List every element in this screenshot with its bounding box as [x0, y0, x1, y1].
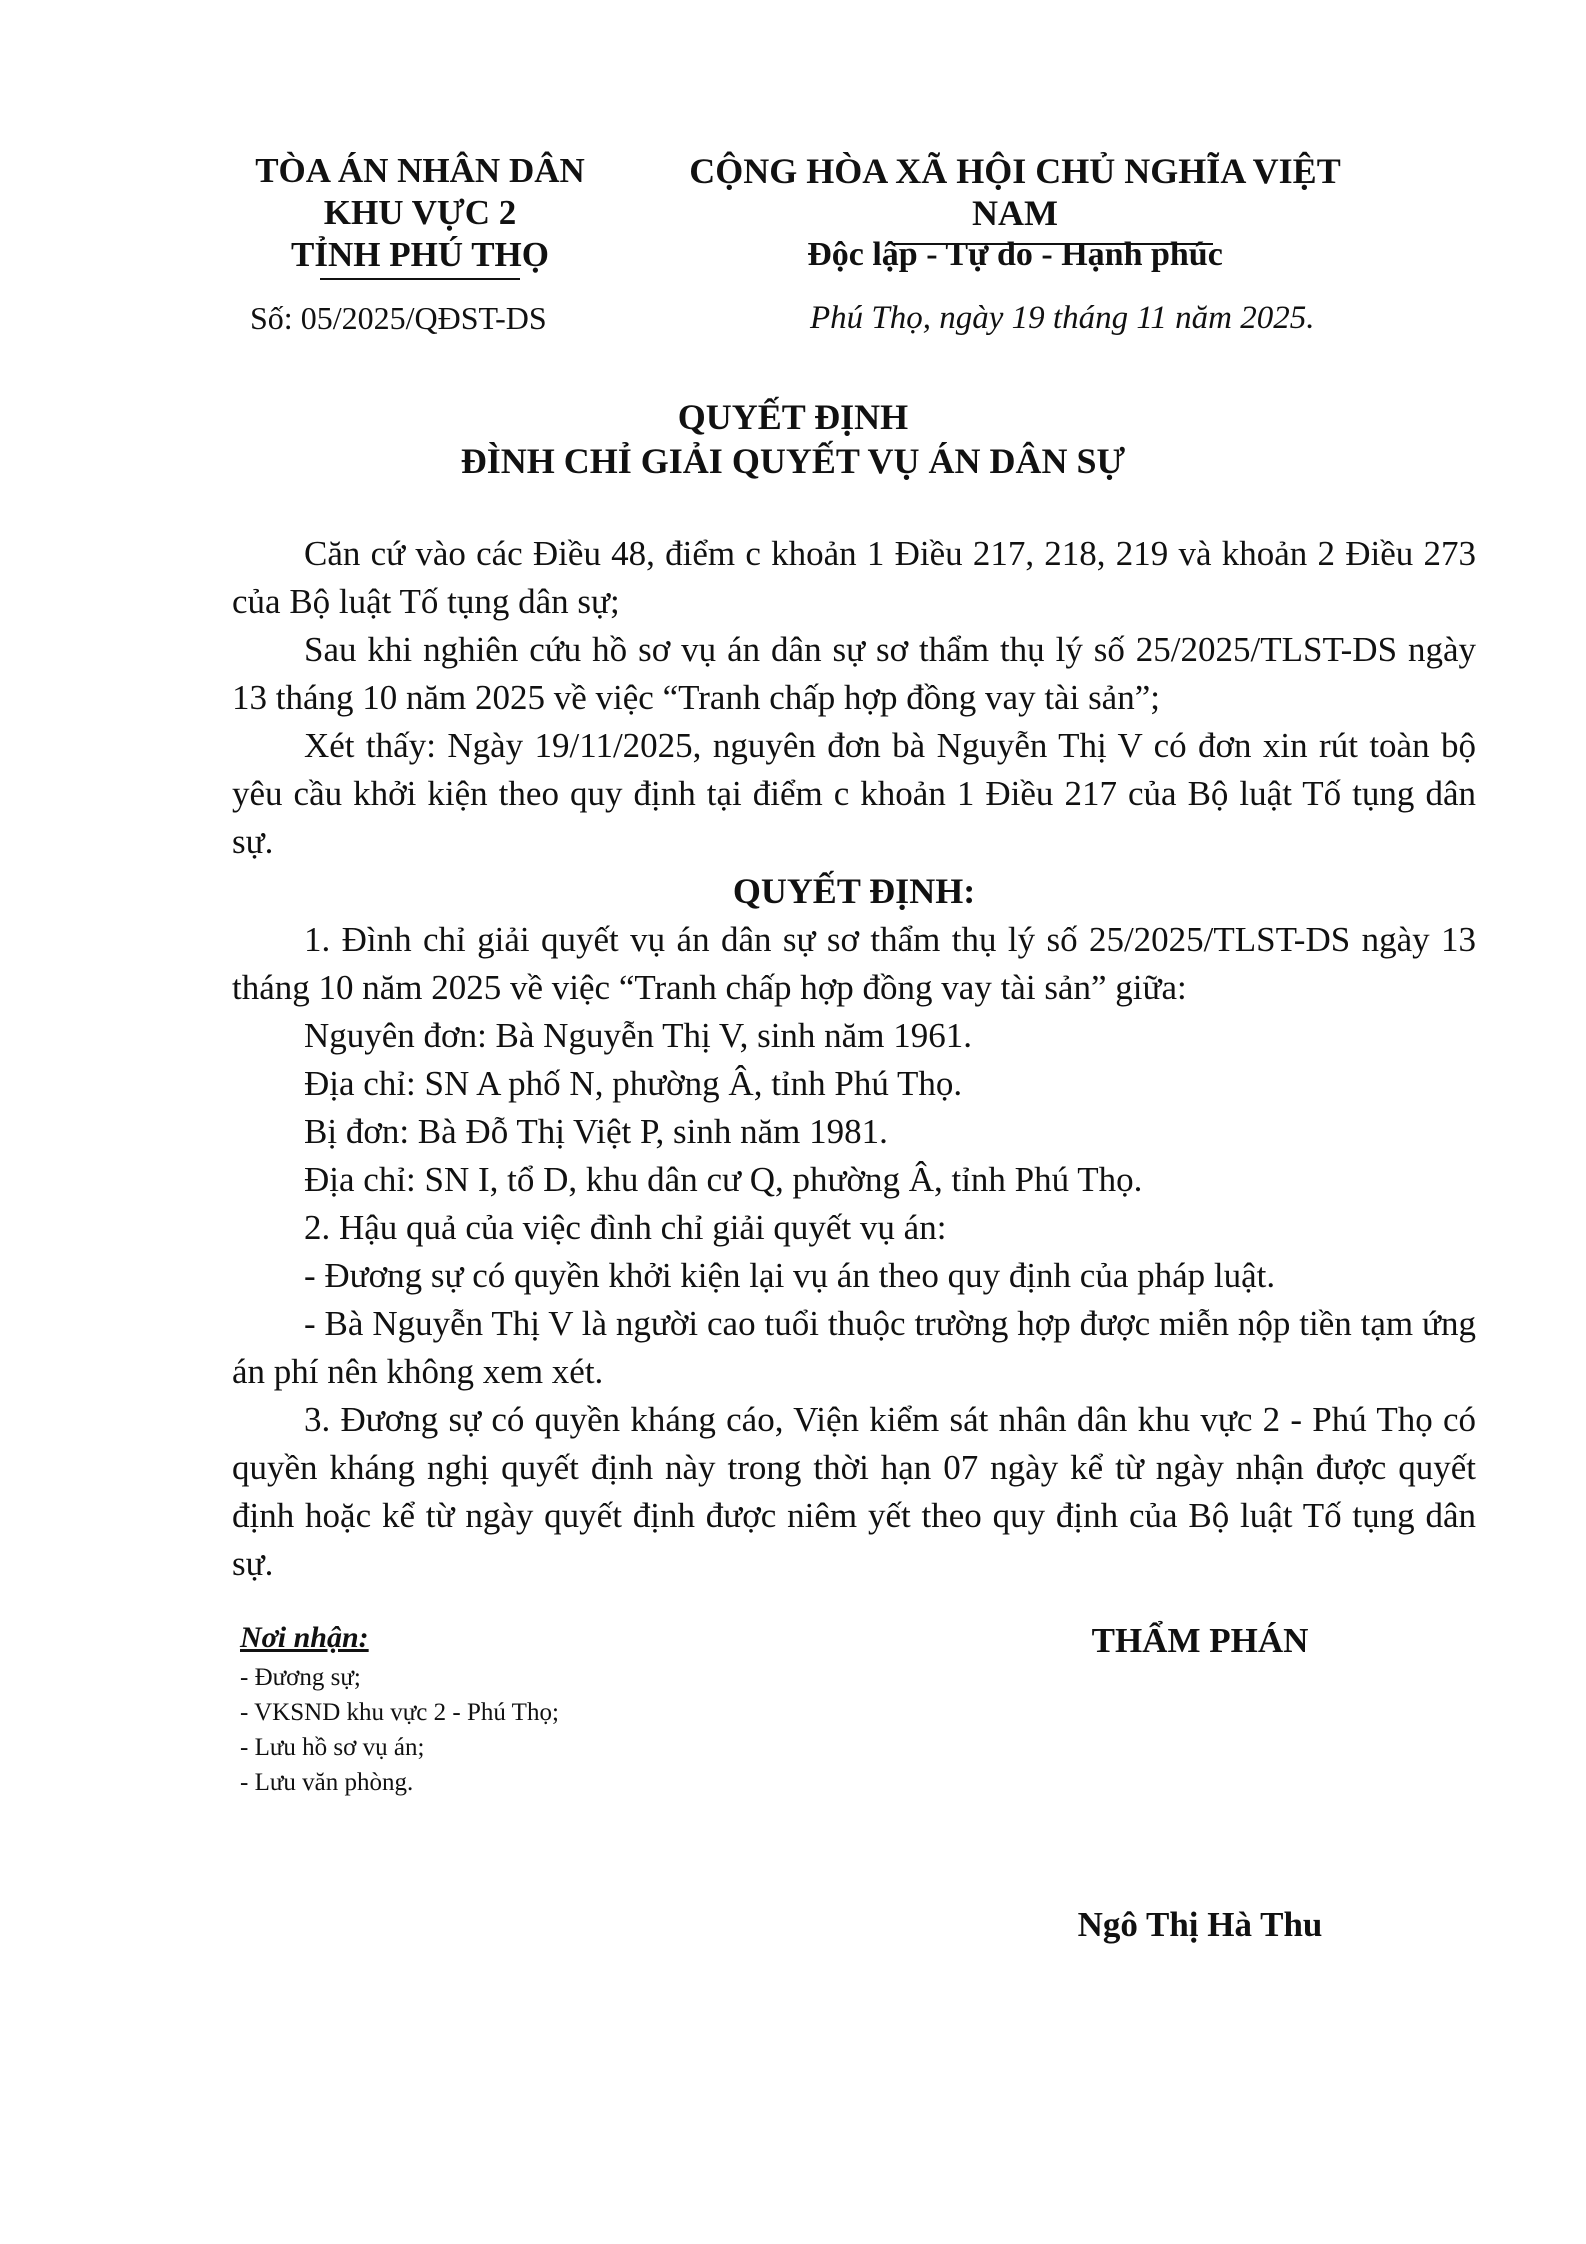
court-line-1: TÒA ÁN NHÂN DÂN [255, 151, 585, 190]
court-line-3: TỈNH PHÚ THỌ [290, 235, 549, 274]
signer-name: Ngô Thị Hà Thu [1077, 1905, 1323, 1944]
decision-paragraph: - Bà Nguyễn Thị V là người cao tuổi thuộc trường hợp được miễn nộp tiền tạm ứng án phí nên không xem xét. [232, 1304, 1476, 1391]
preamble-paragraph: Sau khi nghiên cứu hồ sơ vụ án dân sự sơ thẩm thụ lý số 25/2025/TLST-DS ngày 13 tháng 10 năm 2025 về việc “Tranh chấp hợp đồng vay tài sản”; [232, 630, 1476, 717]
country-name: CỘNG HÒA XÃ HỘI CHỦ NGHĨA VIỆT NAM [689, 151, 1341, 233]
national-heading [650, 150, 1380, 276]
decision-paragraph: Địa chỉ: SN I, tổ D, khu dân cư Q, phường Â, tỉnh Phú Thọ. [304, 1160, 1143, 1199]
document-body [232, 530, 1476, 1588]
signer-title: THẨM PHÁN [1091, 1621, 1309, 1660]
decision-paragraph: Địa chỉ: SN A phố N, phường Â, tỉnh Phú Thọ. [304, 1064, 963, 1103]
preamble-paragraph: Xét thấy: Ngày 19/11/2025, nguyên đơn bà Nguyễn Thị V có đơn xin rút toàn bộ yêu cầu khởi kiện theo quy định tại điểm c khoản 1 Điều 217 của Bộ luật Tố tụng dân sự. [232, 726, 1476, 861]
document-date: Phú Thọ, ngày 19 tháng 11 năm 2025. [810, 300, 1315, 336]
decision-paragraph: 3. Đương sự có quyền kháng cáo, Viện kiểm sát nhân dân khu vực 2 - Phú Thọ có quyền kháng nghị quyết định này trong thời hạn 07 ngày kể từ ngày nhận được quyết định hoặc kể từ ngày quyết định được niêm yết theo quy định của Bộ luật Tố tụng dân sự. [232, 1400, 1476, 1583]
recipient-item: - Đương sự; [240, 1664, 361, 1691]
document-subtitle: ĐÌNH CHỈ GIẢI QUYẾT VỤ ÁN DÂN SỰ [460, 441, 1126, 481]
decision-paragraph: Bị đơn: Bà Đỗ Thị Việt P, sinh năm 1981. [304, 1112, 888, 1151]
document-title: QUYẾT ĐỊNH [677, 397, 909, 437]
motto-underline [893, 243, 1213, 245]
recipients-list [240, 1660, 559, 1800]
decision-paragraph: Nguyên đơn: Bà Nguyễn Thị V, sinh năm 1961. [304, 1016, 972, 1055]
decision-paragraph: - Đương sự có quyền khởi kiện lại vụ án theo quy định của pháp luật. [304, 1256, 1276, 1295]
recipients-label: Nơi nhận: [240, 1621, 369, 1654]
recipient-item: - VKSND khu vực 2 - Phú Thọ; [240, 1699, 559, 1726]
decision-paragraph: 2. Hậu quả của việc đình chỉ giải quyết vụ án: [304, 1208, 947, 1247]
recipient-item: - Lưu hồ sơ vụ án; [240, 1734, 425, 1761]
court-line-2: KHU VỰC 2 [323, 193, 517, 232]
decision-heading: QUYẾT ĐỊNH: [732, 871, 976, 911]
decision-paragraph: 1. Đình chỉ giải quyết vụ án dân sự sơ thẩm thụ lý số 25/2025/TLST-DS ngày 13 tháng 10 năm 2025 về việc “Tranh chấp hợp đồng vay tài sản” giữa: [232, 920, 1476, 1007]
document-number: Số: 05/2025/QĐST-DS [250, 300, 547, 336]
recipient-item: - Lưu văn phòng. [240, 1769, 414, 1796]
motto: Độc lập - Tự do - Hạnh phúc [807, 236, 1223, 273]
court-name [200, 150, 640, 276]
court-underline [320, 278, 520, 280]
preamble-paragraph: Căn cứ vào các Điều 48, điểm c khoản 1 Điều 217, 218, 219 và khoản 2 Điều 273 của Bộ luật Tố tụng dân sự; [232, 534, 1476, 621]
